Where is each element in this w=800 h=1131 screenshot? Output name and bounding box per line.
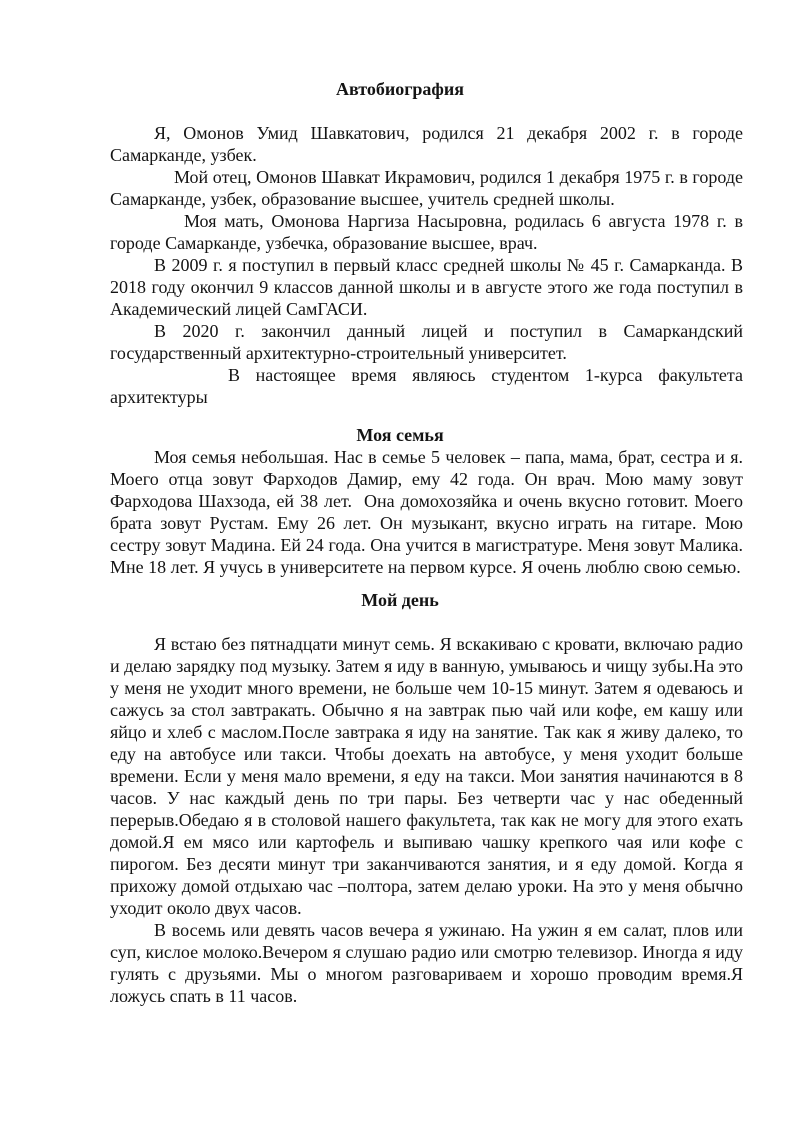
intro-paragraph-3: Моя мать, Омонова Наргиза Насыровна, родилась 6 августа 1978 г. в городе Самарканде, узбечка, образование высшее, врач. <box>110 211 743 253</box>
intro-paragraph-5: В 2020 г. закончил данный лицей и поступил в Самаркандский государственный архитектурно-строительный университет. <box>110 321 743 363</box>
family-paragraph: Моя семья небольшая. Нас в семье 5 человек – папа, мама, брат, сестра и я. Моего отца зовут Фарходов Дамир, ему 42 года. Он врач. Мою маму зовут Фарходова Шахзода, ей 38 лет. Она домохозяйка и очень вкусно готовит. Моего брата зовут Рустам. Ему 26 лет. Он музыкант, вкусно играть на гитаре. Мою сестру зовут Мадина. Ей 24 года. Она учится в магистратуре. Меня зовут Малика. Мне 18 лет. Я учусь в университете на первом курсе. Я очень люблю свою семью. <box>110 447 743 577</box>
day-paragraph-1: Я встаю без пятнадцати минут семь. Я вскакиваю с кровати, включаю радио и делаю зарядку под музыку. Затем я иду в ванную, умываюсь и чищу зубы.На это у меня не уходит много времени, не больше чем 10-15 минут. Затем я одеваюсь и сажусь за стол завтракать. Обычно я на завтрак пью чай или кофе, ем кашу или яйцо и хлеб с маслом.После завтрака я иду на занятие. Так как я живу далеко, то еду на автобусе или такси. Чтобы доехать на автобусе, у меня уходит больше времени. Если у меня мало времени, я еду на такси. Мои занятия начинаются в 8 часов. У нас каждый день по три пары. Без четверти час у нас обеденный перерыв.Обедаю я в столовой нашего факультета, так как не могу для этого ехать домой.Я ем мясо или картофель и выпиваю чашку крепкого чая или кофе с пирогом. Без десяти минут три заканчиваются занятия, и я еду домой. Когда я прихожу домой отдыхаю час –полтора, затем делаю уроки. На это у меня обычно уходит около двух часов. <box>110 634 744 918</box>
day-paragraph-2: В восемь или девять часов вечера я ужинаю. На ужин я ем салат, плов или суп, кислое молоко.Вечером я слушаю радио или смотрю телевизор. Иногда я иду гулять с друзьями. Мы о многом разговариваем и хорошо проводим время.Я ложусь спать в 11 часов. <box>110 920 743 1006</box>
section-heading-day: Мой день <box>361 590 439 610</box>
intro-paragraph-6: В настоящее время являюсь студентом 1-курса факультета архитектуры <box>110 365 743 407</box>
intro-paragraph-1: Я, Омонов Умид Шавкатович, родился 21 декабря 2002 г. в городе Самарканде, узбек. <box>110 123 743 165</box>
section-heading-family: Моя семья <box>356 425 444 445</box>
intro-paragraph-2: Мой отец, Омонов Шавкат Икрамович, родился 1 декабря 1975 г. в городе Самарканде, узбек, образование высшее, учитель средней школы. <box>110 167 743 209</box>
document-title: Автобиография <box>336 79 464 99</box>
intro-paragraph-4: В 2009 г. я поступил в первый класс средней школы № 45 г. Самарканда. В 2018 году окончил 9 классов данной школы и в августе этого же года поступил в Академический лицей СамГАСИ. <box>110 255 743 319</box>
